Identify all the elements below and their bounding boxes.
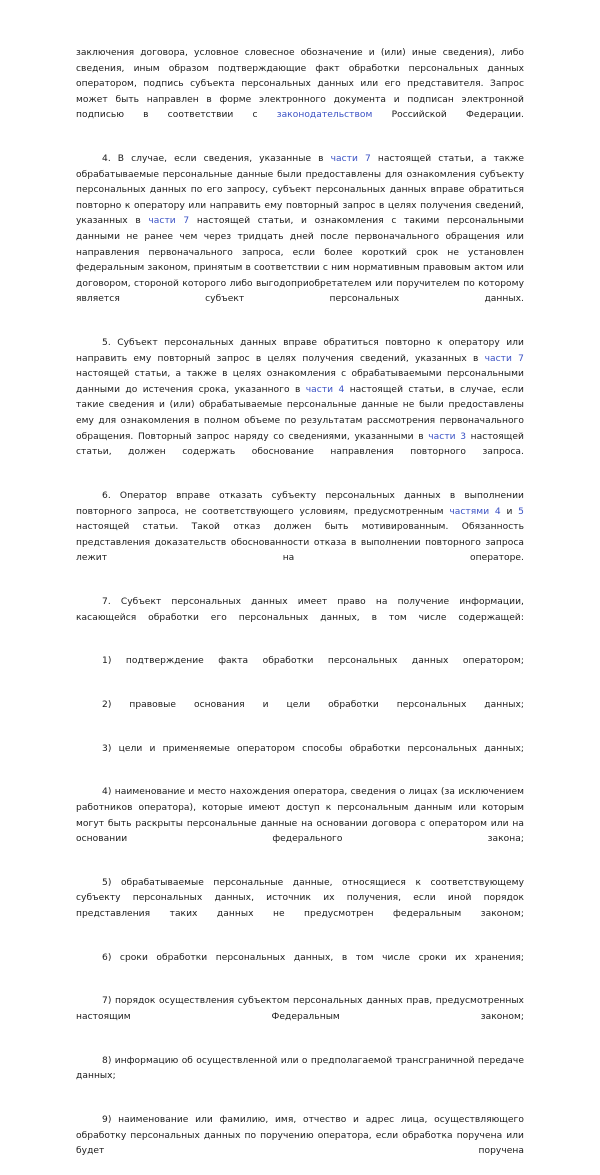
paragraph-p-item-5 [76, 876, 524, 938]
inline-link[interactable]: 5 [518, 506, 524, 517]
text-run: настоящей статьи, должен содержать обоснование направления повторного запроса. [76, 431, 524, 458]
text-run: 4. В случае, если сведения, указанные в [102, 154, 331, 165]
text-run: 9) наименование или фамилию, имя, отчество и адрес лица, осуществляющего обработку персональных данных по поручению оператора, если обработка поручена или будет поручена [76, 1114, 524, 1157]
inline-link[interactable]: части 7 [148, 216, 190, 227]
text-run: 7) порядок осуществления субъектом персональных данных прав, предусмотренных настоящим Федеральным законом; [76, 996, 524, 1022]
text-run: 4) наименование и место нахождения оператора, сведения о лицах (за исключением работников оператора), которые имеют доступ к персональным данным или которым могут быть раскрыты персональные данные на основании договора с оператором или на основании федерального закона; [76, 787, 524, 845]
text-run: настоящей статьи, в случае, если такие сведения и (или) обрабатываемые персональные данные не были предоставлены ему для ознакомления в полном объеме по результатам рассмотрения первоначального обращения. Повторный запрос наряду со сведениями, указанными в [76, 384, 524, 442]
text-run: 5) обрабатываемые персональные данные, относящиеся к соответствующему субъекту персональных данных, источник их получения, если иной порядок представления таких данных не предусмотрен федеральным законом; [76, 877, 524, 919]
text-run: 7. Субъект персональных данных имеет право на получение информации, касающейся обработки его персональных данных, в том числе содержащей: [76, 597, 524, 623]
text-run: 6) сроки обработки персональных данных, в том числе сроки их хранения; [102, 952, 524, 963]
paragraph-p-7 [76, 595, 524, 642]
paragraph-p-item-9 [76, 1113, 524, 1175]
text-run: Российской Федерации. [372, 110, 524, 121]
text-run: 8) информацию об осуществленной или о предполагаемой трансграничной передаче данных; [76, 1055, 524, 1082]
text-run: заключения договора, условное словесное обозначение и (или) иные сведения), либо сведения, иным образом подтверждающие факт обработки персональных данных оператором, подпись субъекта персональных данных или его представителя. Запрос может быть направлен в форме электронного документа и подписан электронной подписью в соответствии с [76, 48, 524, 121]
inline-link[interactable]: части 7 [484, 353, 524, 364]
paragraph-p-item-2 [76, 698, 524, 729]
paragraph-p-item-6 [76, 951, 524, 982]
paragraph-p-5 [76, 336, 524, 476]
inline-link[interactable]: части 3 [428, 431, 467, 442]
text-run: 3) цели и применяемые оператором способы обработки персональных данных; [102, 743, 524, 754]
text-run: настоящей статьи, и ознакомления с такими персональными данными не ранее чем через тридцать дней после первоначального обращения или направления первоначального запроса, если более короткий срок не установлен федеральным законом, принятым в соответствии с ним нормативным правовым актом или договором, стороной которого либо выгодоприобретателем или поручителем по которому является субъект персональных данных. [76, 216, 524, 305]
inline-link[interactable]: части 4 [305, 384, 345, 395]
text-run: 1) подтверждение факта обработки персональных данных оператором; [102, 656, 524, 667]
inline-link[interactable]: законодательством [276, 110, 373, 121]
paragraph-p-item-4 [76, 785, 524, 863]
paragraph-p-4 [76, 152, 524, 324]
text-run: 5. Субъект персональных данных вправе обратиться повторно к оператору или направить ему повторный запрос в целях получения сведений, указанных в [76, 338, 524, 364]
inline-link[interactable]: части 7 [330, 154, 371, 165]
text-run: настоящей статьи. Такой отказ должен быть мотивированным. Обязанность представления доказательств обоснованности отказа в выполнении повторного запроса лежит на операторе. [76, 522, 524, 564]
text-run: 6. Оператор вправе отказать субъекту персональных данных в выполнении повторного запроса, не соответствующего условиям, предусмотренным [76, 490, 524, 517]
paragraph-p-item-7 [76, 994, 524, 1041]
document-body [76, 46, 524, 1175]
text-run: 2) правовые основания и цели обработки персональных данных; [102, 699, 524, 710]
paragraph-p-item-8 [76, 1054, 524, 1101]
paragraph-p-continuation [76, 46, 524, 140]
paragraph-p-6 [76, 489, 524, 583]
text-run: настоящей статьи, а также в целях ознакомления с обрабатываемыми персональными данными до истечения срока, указанного в [76, 369, 524, 395]
text-run: и [500, 506, 519, 517]
paragraph-p-item-3 [76, 742, 524, 773]
text-run: настоящей статьи, а также обрабатываемые персональные данные были предоставлены для ознакомления субъекту персональных данных по его запросу, субъект персональных данных вправе обратиться повторно к оператору или направить ему повторный запрос в целях получения сведений, указанных в [76, 154, 524, 227]
inline-link[interactable]: частями 4 [449, 506, 501, 517]
paragraph-p-item-1 [76, 654, 524, 685]
